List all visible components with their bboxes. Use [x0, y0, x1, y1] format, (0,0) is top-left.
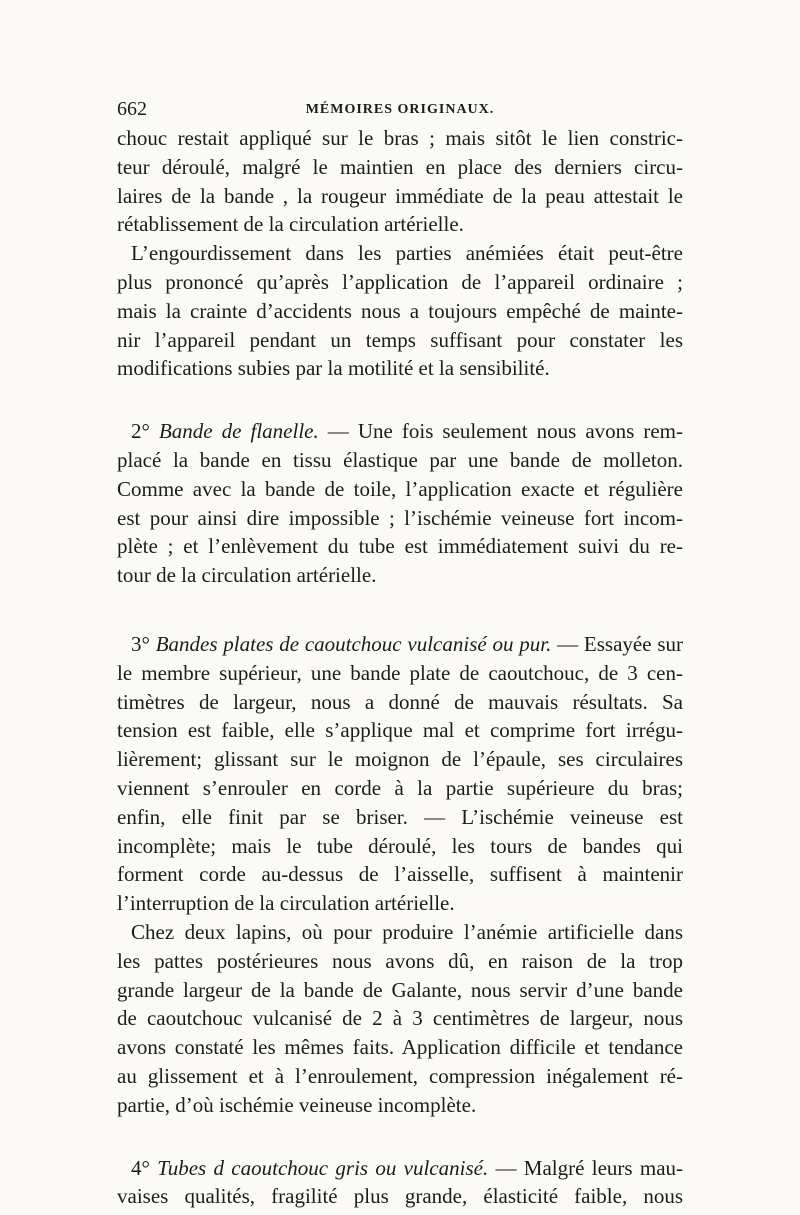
section-number: 2°: [131, 419, 150, 444]
text-line: laires de la bande , la rougeur immédiate de la peau attestait le: [117, 183, 683, 208]
text-line: avons constaté les mêmes faits. Application difficile et tendance: [117, 1035, 683, 1060]
text-line: tour de la circulation artérielle.: [117, 563, 377, 588]
section-title: Bandes plates de caoutchouc vulcanisé ou pur.: [155, 631, 552, 656]
text-line: grande largeur de la bande de Galante, nous servir d’une bande: [117, 977, 683, 1002]
text-line: enfin, elle finit par se briser. — L’ischémie veineuse est: [117, 804, 683, 829]
body-text: [117, 124, 683, 1211]
page-number: 662: [117, 98, 147, 120]
text-line: teur déroulé, malgré le maintien en place des derniers circu-: [117, 154, 683, 179]
section-heading-line: [117, 417, 683, 446]
text-line: tension est faible, elle s’applique mal et comprime fort irrégu-: [117, 718, 683, 743]
text-line: Comme avec la bande de toile, l’application exacte et régulière: [117, 476, 683, 501]
text-line: mais la crainte d’accidents nous a toujours empêché de mainte-: [117, 298, 683, 323]
text-line: le membre supérieur, une bande plate de caoutchouc, de 3 cen-: [117, 660, 683, 685]
text-line: plète ; et l’enlèvement du tube est immédiatement suivi du re-: [117, 534, 683, 559]
text-line: les pattes postérieures nous avons dû, en raison de la trop: [117, 948, 683, 973]
text-line: incomplète; mais le tube déroulé, les tours de bandes qui: [117, 833, 683, 858]
text-line: partie, d’où ischémie veineuse incomplète.: [117, 1092, 477, 1117]
text-line: est pour ainsi dire impossible ; l’ischémie veineuse fort incom-: [117, 505, 683, 530]
section-number: 3°: [131, 631, 150, 656]
section-heading-line: [117, 1154, 683, 1183]
text-line: nir l’appareil pendant un temps suffisant pour constater les: [117, 327, 683, 352]
text-line: lièrement; glissant sur le moignon de l’épaule, ses circulaires: [117, 747, 683, 772]
text-line: de caoutchouc vulcanisé de 2 à 3 centimètres de largeur, nous: [117, 1006, 683, 1031]
section-number: 4°: [131, 1155, 150, 1180]
text-line: placé la bande en tissu élastique par une bande de molleton.: [117, 447, 683, 472]
section-title: Bande de flanelle.: [158, 419, 319, 444]
text-line: vaises qualités, fragilité plus grande, élasticité faible, nous: [117, 1184, 683, 1209]
section-title: Tubes d caoutchouc gris ou vulcanisé.: [157, 1155, 489, 1180]
text-line: modifications subies par la motilité et la sensibilité.: [117, 356, 550, 381]
section-text: — Une fois seulement nous avons rem-: [327, 419, 684, 444]
text-line: L’engourdissement dans les parties anémiées était peut-être: [131, 241, 683, 266]
text-line: forment corde au-dessus de l’aisselle, suffisent à maintenir: [117, 862, 683, 887]
text-line: chouc restait appliqué sur le bras ; mais sitôt le lien constric-: [117, 126, 683, 150]
text-line: Chez deux lapins, où pour produire l’anémie artificielle dans: [131, 919, 683, 944]
section-text: — Essayée sur: [557, 631, 683, 656]
text-line: viennent s’enrouler en corde à la partie supérieure du bras;: [117, 775, 683, 800]
text-line: l’interruption de la circulation artérielle.: [117, 891, 455, 916]
section-text: — Malgré leurs mau-: [495, 1155, 684, 1180]
text-line: au glissement et à l’enroulement, compression inégalement ré-: [117, 1063, 683, 1088]
text-line: rétablissement de la circulation artérielle.: [117, 212, 464, 237]
text-line: plus prononcé qu’après l’application de l’appareil ordinaire ;: [117, 269, 683, 294]
section-heading-line: [117, 630, 683, 659]
running-head: MÉMOIRES ORIGINAUX.: [305, 102, 495, 117]
text-line: timètres de largeur, nous a donné de mauvais résultats. Sa: [117, 689, 683, 714]
